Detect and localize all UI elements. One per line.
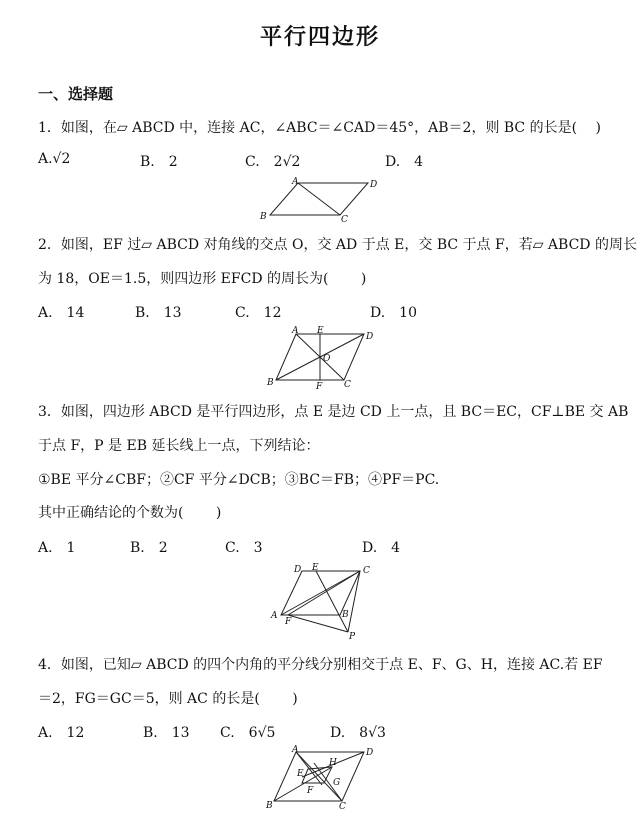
fig3-label-p: P <box>349 632 356 642</box>
q2-option-d: D. 10 <box>370 305 417 321</box>
fig3-line-cp <box>348 571 360 632</box>
fig3-label-a: A <box>271 611 278 621</box>
q1-option-a: A.√2 <box>38 151 71 167</box>
question-3-text-line4: 其中正确结论的个数为( ) <box>38 505 222 521</box>
fig3-label-d: D <box>294 565 302 575</box>
fig3-line-fp <box>288 615 348 632</box>
q4-option-d: D. 8√3 <box>330 725 386 741</box>
q1-option-c: C. 2√2 <box>245 154 301 170</box>
fig4-label-d: D <box>366 748 374 758</box>
figure-4-parallelogram <box>262 745 382 811</box>
figure-2-parallelogram <box>262 325 377 390</box>
fig4-label-g: G <box>333 778 341 788</box>
fig2-label-e: E <box>317 326 324 336</box>
question-2-text-line2: 为 18，OE＝1.5，则四边形 EFCD 的周长为( ) <box>38 271 367 287</box>
fig4-label-b: B <box>266 801 273 811</box>
figure-3-parallelogram <box>268 560 378 642</box>
q3-option-d: D. 4 <box>362 540 401 556</box>
q4-option-c: C. 6√5 <box>220 725 276 741</box>
fig4-label-h: H <box>329 758 337 768</box>
page-title: 平行四边形 <box>259 24 380 50</box>
fig4-label-c: C <box>339 802 346 811</box>
question-1-text: 1．如图，在▱ ABCD 中，连接 AC，∠ABC＝∠CAD＝45°，AB＝2，则 BC 的长是( ) <box>38 120 601 136</box>
q2-option-c: C. 12 <box>235 305 282 321</box>
question-2-text-line1: 2．如图，EF 过▱ ABCD 对角线的交点 O，交 AD 于点 E，交 BC 于点 F，若▱ ABCD 的周长 <box>38 237 637 253</box>
q1-option-d: D. 4 <box>385 154 424 170</box>
fig4-label-f: F <box>307 786 314 796</box>
q4-option-a: A. 12 <box>38 725 85 741</box>
fig3-label-e: E <box>312 563 319 573</box>
q3-option-b: B. 2 <box>130 540 168 556</box>
fig1-label-b: B <box>260 212 267 222</box>
section-heading: 一、选择题 <box>38 85 114 103</box>
q1-option-b: B. 2 <box>140 154 178 170</box>
question-4-text-line2: ＝2，FG＝GC＝5，则 AC 的长是( ) <box>38 691 298 707</box>
q4-option-b: B. 13 <box>143 725 190 741</box>
fig2-label-d: D <box>366 332 374 342</box>
fig2-label-f: F <box>316 382 323 390</box>
question-3-text-line1: 3．如图，四边形 ABCD 是平行四边形，点 E 是边 CD 上一点，且 BC＝EC，CF⊥BE 交 AB <box>38 404 629 420</box>
fig3-label-f: F <box>285 617 292 627</box>
fig2-label-o: O <box>323 354 331 364</box>
fig4-label-a: A <box>292 745 299 755</box>
fig4-label-e: E <box>297 769 304 779</box>
q2-option-b: B. 13 <box>135 305 182 321</box>
fig2-label-a: A <box>292 326 299 336</box>
fig1-label-c: C <box>341 215 348 223</box>
q2-option-a: A. 14 <box>38 305 85 321</box>
q3-option-a: A. 1 <box>38 540 76 556</box>
figure-1-parallelogram <box>255 175 385 223</box>
fig3-label-b: B <box>342 610 349 620</box>
fig1-diagonal-ac <box>298 183 340 215</box>
fig1-label-a: A <box>292 177 299 187</box>
fig3-line-ac <box>281 571 360 615</box>
fig3-label-c: C <box>363 566 370 576</box>
q3-option-c: C. 3 <box>225 540 263 556</box>
fig2-label-b: B <box>267 378 274 388</box>
question-4-text-line1: 4．如图，已知▱ ABCD 的四个内角的平分线分别相交于点 E、F、G、H，连接 AC.若 EF <box>38 657 603 673</box>
fig2-label-c: C <box>344 380 351 390</box>
fig1-label-d: D <box>370 180 378 190</box>
question-3-text-line2: 于点 F，P 是 EB 延长线上一点，下列结论： <box>38 438 320 454</box>
question-3-text-line3: ①BE 平分∠CBF；②CF 平分∠DCB；③BC＝FB；④PF＝PC. <box>38 472 440 488</box>
